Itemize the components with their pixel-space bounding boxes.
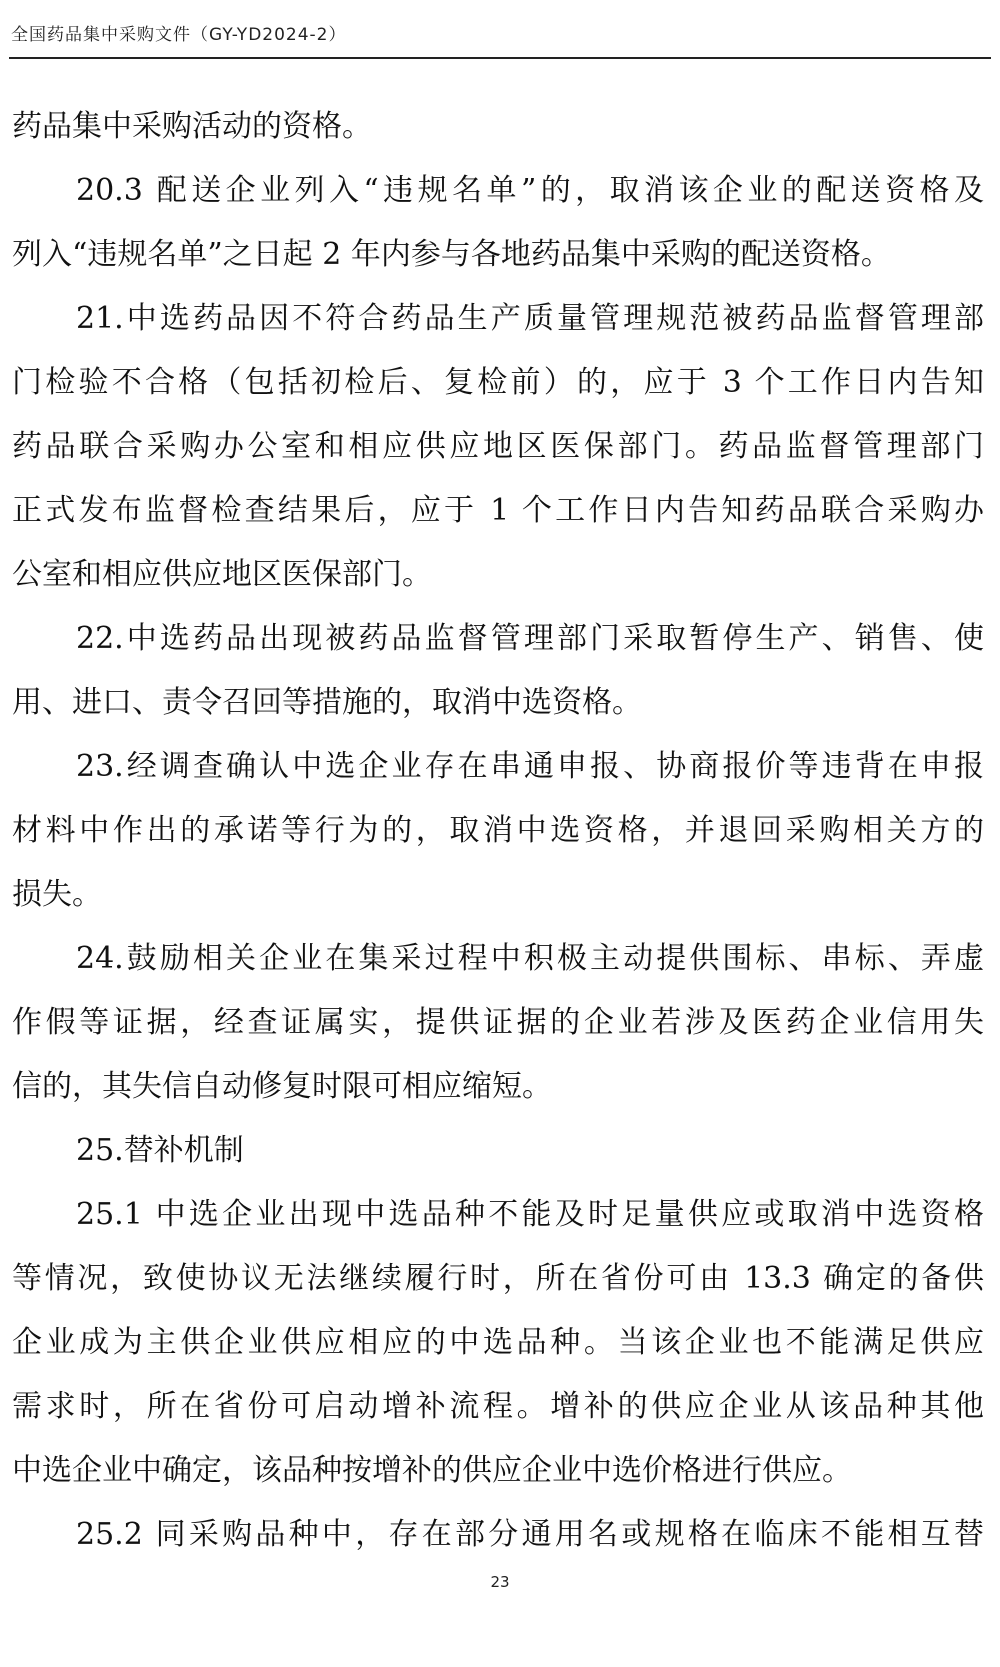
text-line: 中选企业中确定，该品种按增补的供应企业中选价格进行供应。 <box>12 1453 852 1488</box>
running-header: 全国药品集中采购文件（GY-YD2024-2） <box>11 25 347 45</box>
text-line: 材料中作出的承诺等行为的，取消中选资格，并退回采购相关方的 <box>12 813 984 848</box>
text-line: 23.经调查确认中选企业存在串通申报、协商报价等违背在申报 <box>76 749 984 784</box>
text-line: 作假等证据，经查证属实，提供证据的企业若涉及医药企业信用失 <box>12 1005 984 1040</box>
text-line: 信的，其失信自动修复时限可相应缩短。 <box>12 1069 552 1104</box>
page-number: 23 <box>490 1573 510 1591</box>
text-line: 25.替补机制 <box>76 1133 244 1168</box>
text-line: 24.鼓励相关企业在集采过程中积极主动提供围标、串标、弄虚 <box>76 941 984 976</box>
text-line: 损失。 <box>12 877 102 912</box>
text-line: 22.中选药品出现被药品监督管理部门采取暂停生产、销售、使 <box>76 621 984 656</box>
text-line: 25.1 中选企业出现中选品种不能及时足量供应或取消中选资格 <box>76 1197 984 1232</box>
text-line: 企业成为主供企业供应相应的中选品种。当该企业也不能满足供应 <box>12 1325 984 1360</box>
text-line: 等情况，致使协议无法继续履行时，所在省份可由 13.3 确定的备供 <box>12 1261 984 1296</box>
text-line: 正式发布监督检查结果后，应于 1 个工作日内告知药品联合采购办 <box>12 493 984 528</box>
text-line: 20.3 配送企业列入“违规名单”的，取消该企业的配送资格及 <box>76 173 984 208</box>
text-line: 用、进口、责令召回等措施的，取消中选资格。 <box>12 685 642 720</box>
text-line: 门检验不合格（包括初检后、复检前）的，应于 3 个工作日内告知 <box>12 365 984 400</box>
header-divider <box>9 57 991 59</box>
text-line: 25.2 同采购品种中，存在部分通用名或规格在临床不能相互替 <box>76 1517 984 1552</box>
text-line: 药品集中采购活动的资格。 <box>12 109 372 144</box>
text-line: 药品联合采购办公室和相应供应地区医保部门。药品监督管理部门 <box>12 429 984 464</box>
document-body <box>12 95 984 1567</box>
text-line: 列入“违规名单”之日起 2 年内参与各地药品集中采购的配送资格。 <box>12 237 891 272</box>
text-line: 21.中选药品因不符合药品生产质量管理规范被药品监督管理部 <box>76 301 984 336</box>
text-line: 需求时，所在省份可启动增补流程。增补的供应企业从该品种其他 <box>12 1389 984 1424</box>
text-line: 公室和相应供应地区医保部门。 <box>12 557 432 592</box>
